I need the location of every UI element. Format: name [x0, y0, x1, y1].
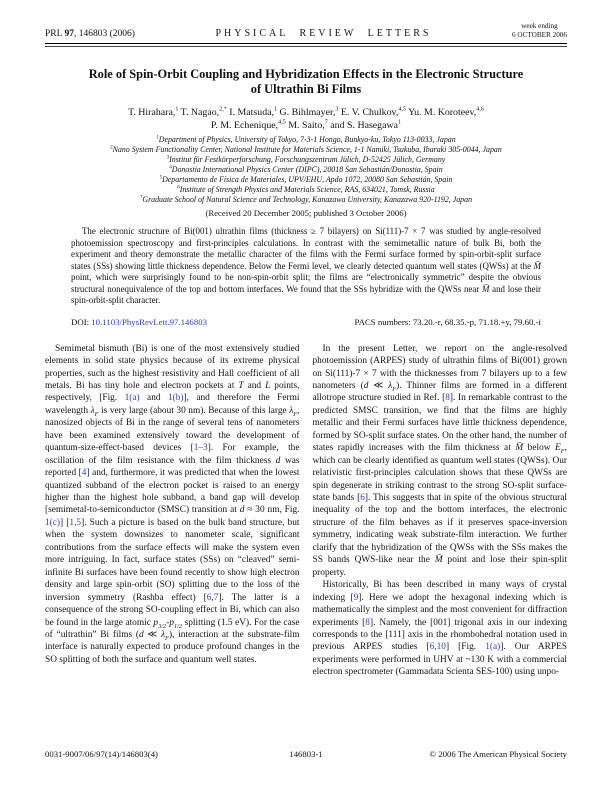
text-run: λ: [289, 405, 294, 416]
affiliation: [45, 165, 567, 175]
text-run: ≈ 30 nm, Fig.: [244, 505, 300, 516]
copyright: © 2006 The American Physical Society: [429, 749, 567, 759]
received-line: (Received 20 December 2005; published 3 October 2006): [205, 208, 407, 219]
text-run: and: [243, 380, 266, 391]
text-run: F: [94, 410, 99, 418]
text-run: d: [239, 505, 245, 516]
journal-header: [45, 22, 567, 40]
paragraph-3: [313, 579, 568, 679]
text-run: Yu. M. Koroteev,: [405, 106, 477, 118]
text-run: ]. Here we adopt the hexagonal indexing which is mathematically the simplest and the most convenient for diffraction experiments [: [312, 592, 567, 628]
text-run: and S. Hasegawa: [327, 119, 399, 131]
text-run: F: [293, 410, 298, 418]
text-run: , nanosized objects of Bi in the range of several tens of nanometers have been examined extensively toward the development of quantum-size-effect-based devices [: [45, 405, 300, 454]
text-run: Historically, Bi has been described in many ways of crystal indexing [: [312, 580, 567, 603]
affiliation: [45, 145, 567, 155]
issue-date-line1: week ending: [521, 22, 558, 30]
header-rule: [45, 43, 567, 47]
issue-date-line2: 6 OCTOBER 2006: [512, 31, 567, 39]
ref-link[interactable]: 1(a): [485, 642, 501, 653]
text-run: -: [166, 617, 170, 628]
text-run: 1: [175, 106, 179, 113]
ref-link[interactable]: 1,5: [69, 517, 82, 528]
ref-link[interactable]: 6,7: [206, 592, 219, 603]
ref-link[interactable]: 4: [81, 468, 87, 479]
text-run: The electronic structure of Bi(001) ultrathin films (thickness ≥ 7 bilayers) on Si(111)-7 × 7 was studied by angle-resolved photoemission spectroscopy and first-principles calculations. In contrast with the semimetallic nature of bulk Bi, both the experiment and theory demonstrate the metallic character of the films with the Fermi surface formed by spin-orbit-split surface states (SSs) showing little thickness dependence. Below the Fermi level, we clearly detected quantum well states (QWSs) at the: [71, 226, 541, 271]
ref-link[interactable]: 6: [360, 493, 365, 504]
text-run: ]. Our ARPES experiments were performed in UHV at ~130 K with a commercial electron spectrometer (Gammadata Scienta SES-100) using unpo-: [312, 642, 567, 678]
text-run: 1: [398, 119, 402, 126]
text-run: λ: [161, 630, 166, 641]
text-run: I. Matsuda,: [226, 106, 274, 118]
text-run: 4: [169, 165, 172, 171]
doi-pacs-row: [71, 317, 541, 327]
text-run: 4,6: [476, 106, 484, 113]
journal-name: PHYSICAL REVIEW LETTERS: [215, 28, 432, 39]
ref-link[interactable]: 8: [365, 617, 370, 628]
text-run: splitting (1.5 eV). For the case of “ultrathin” Bi films (: [45, 617, 300, 641]
text-run: Department of Physics, University of Tokyo, 7-3-1 Hongo, Bunkyo-ku, Tokyo 113-0033, Japan: [158, 134, 456, 144]
text-run: In the present Letter, we report on the angle-resolved photoemission (ARPES) study of ultrathin films of Bi(001) grown on Si(111)-7 × 7 with the thicknesses from 7 bilayers up to a few nanometers (: [312, 343, 567, 391]
text-run: d: [275, 455, 281, 466]
text-run: ), interaction at the substrate-film interface is naturally expected to produce profound changes in the SO splitting of both the surface and quantum well states.: [45, 630, 300, 665]
doi-link[interactable]: 10.1103/PhysRevLett.97.146803: [91, 316, 208, 327]
text-run: 3: [335, 106, 339, 113]
text-run: ] [Fig.: [445, 642, 486, 653]
journal-ref: [45, 29, 135, 40]
text-run: was reported [: [45, 455, 300, 479]
text-run: ], and therefore the Fermi wavelength: [45, 393, 300, 416]
paper-title-line2: of Ultrathin Bi Films: [250, 81, 362, 96]
text-run: Institute of Strength Physics and Materials Science, RAS, 634021, Tomsk, Russia: [179, 185, 435, 195]
text-run: point and lose their spin-split property.: [312, 555, 567, 578]
text-run: 1: [273, 106, 278, 113]
text-run: and lose their spin-orbit-split character.: [71, 283, 542, 306]
text-run: 6: [177, 185, 180, 191]
text-run: F: [560, 448, 565, 456]
doi-label: DOI:: [71, 316, 92, 327]
affiliations: [45, 135, 567, 205]
text-run: G. Bihlmayer,: [277, 106, 336, 118]
issn-code: 0031-9007/06/97(14)/146803(4): [45, 749, 158, 759]
text-run: T: [238, 380, 244, 391]
text-run: F: [165, 634, 169, 642]
text-run: M̄: [434, 555, 443, 566]
text-run: T. Hirahara,: [128, 106, 176, 118]
text-run: E. V. Chulkov,: [338, 106, 399, 118]
text-run: Nano System Functionality Center, National Institute for Materials Science, 1-1 Namiki, Tsukuba, Ibaraki 305-0044, Japan: [112, 144, 502, 154]
ref-link[interactable]: 1(c): [45, 517, 61, 528]
text-run: Semimetal bismuth (Bi) is one of the most extensively studied elements in solid state physics because of its extreme physical properties, such as the highest resistivity and Hall coefficient of all metals. Bi has tiny hole and electron pockets at: [45, 343, 300, 391]
text-run: T. Nagao,: [178, 106, 220, 118]
text-run: p: [153, 617, 159, 628]
right-column: [313, 343, 568, 679]
affiliation: [45, 175, 567, 185]
affiliation: [45, 155, 567, 165]
paper-title: [45, 67, 567, 97]
text-run: 4,5: [278, 119, 286, 126]
text-run: P. M. Echenique,: [210, 119, 279, 131]
text-run: λ: [90, 405, 95, 416]
text-run: p: [169, 617, 174, 628]
text-run: ] [: [60, 517, 70, 528]
text-run: 5: [159, 175, 163, 181]
pacs-numbers: PACS numbers: 73.20.-r, 68.35.-p, 71.18.+y, 79.60.-i: [354, 316, 541, 327]
text-run: PRL: [45, 29, 65, 39]
text-run: ]. In remarkable contrast to the predicted SMSC transition, we find that the films are highly metallic and their Fermi surfaces have little thickness dependence, formed by SO-split surface states. On the other hand, the number of states rapidly increases with the film thickness at: [312, 393, 567, 454]
text-run: ]. For example, the oscillation of the film resistance with the film thickness: [45, 443, 300, 466]
text-run: M̄: [515, 443, 524, 454]
text-run: ≪: [368, 380, 389, 391]
author-line-2: [45, 119, 567, 132]
text-run: 1/2: [173, 622, 183, 630]
text-run: ]. Such a picture is based on the bulk band structure, but when the system downsizes to nanometer scale, significant contributions from the surface effects will make the system even more intriguing. In fact, surface states (SSs) on “cleaved” semi-infinite Bi surfaces have been found recently to show high electron density and large spin-orbit (SO) splitting due to the loss of the inversion symmetry (Rashba effect) [: [45, 517, 300, 603]
text-run: Departamento de Física de Materiales, UPV/EHU, Apdo 1072, 20080 San Sebastián, Spain: [162, 175, 453, 184]
ref-link[interactable]: 1(a): [124, 393, 140, 404]
page-footer: [45, 749, 567, 759]
paper-title-line1: Role of Spin-Orbit Coupling and Hybridization Effects in the Electronic Structure: [88, 66, 524, 81]
text-run: Graduate School of Natural Science and Technology, Kanazawa University, Kanazawa 920-1192, Japan: [142, 195, 473, 205]
text-run: E: [555, 443, 561, 454]
paragraph-2: [313, 343, 568, 580]
text-run: points, respectively, [Fig.: [45, 380, 300, 404]
ref-link[interactable]: 6,10: [429, 642, 446, 653]
text-run: Donostia International Physics Center (DIPC), 20018 San Sebastián/Donostia, Spain: [171, 164, 443, 174]
text-run: M̄: [533, 260, 541, 271]
text-run: 97: [64, 29, 74, 39]
issue-date: [512, 22, 567, 40]
ref-link[interactable]: *: [223, 106, 227, 113]
text-run: 1: [156, 135, 159, 141]
text-run: ). Thinner films are formed in a different allotrope structure studied in Ref. [: [312, 380, 567, 404]
text-run: d: [363, 380, 369, 391]
text-run: ]. Namely, the [001] trigonal axis in our indexing corresponds to the [111] axis in the rhombohedral notation used in previous ARPES studies [: [312, 617, 567, 653]
affiliation: [45, 135, 567, 145]
text-run: ] and, furthermore, it was predicted that when the lowest quantized subband of the electron pocket is raised to an energy higher than the highest hole subband, a band gap will develop [semimetal-to-semiconductor (SMSC) transition at: [45, 468, 300, 516]
affiliation: [45, 195, 567, 205]
text-run: 3: [166, 155, 170, 161]
text-run: 7: [139, 195, 143, 201]
left-column: [45, 343, 300, 679]
abstract: [71, 226, 541, 307]
paragraph-1: [45, 343, 300, 667]
ref-link[interactable]: 9: [353, 592, 359, 603]
text-run: M. Saito,: [285, 119, 325, 131]
text-run: ≪: [143, 630, 161, 641]
text-run: Institut für Festkörperforschung, Forschungszentrum Jülich, D-52425 Jülich, Germany: [169, 154, 446, 164]
affiliation: [45, 185, 567, 195]
text-run: , which can be clearly identified as quantum well states (QWSs). Our relativistic first-principles calculation shows that these QWSs are spin degenerate in striking contrast to the strong SO-split surface-state bands [: [312, 443, 567, 504]
doi: [71, 317, 207, 327]
text-run: 7: [324, 119, 328, 126]
text-run: below: [523, 443, 556, 454]
author-line-1: [45, 106, 567, 119]
ref-link[interactable]: 1–3: [193, 443, 208, 454]
text-run: is very large (about 30 nm). Because of this large: [98, 405, 290, 416]
ref-link[interactable]: 8: [445, 393, 450, 404]
text-run: 4,5: [398, 106, 406, 113]
text-run: ]. This suggests that in spite of the obvious structural inequality of the top and the bottom interfaces, the electronic structure of the film behaves as if it preserves space-inversion symmetry, indicating weak substrate-film interaction. We further clarify that the hybridization of the QWSs with the SSs makes the SS bands QWS-like near the: [312, 493, 567, 566]
text-run: 2,: [219, 106, 224, 113]
text-run: and: [139, 393, 168, 404]
text-run: d: [138, 630, 144, 641]
text-run: λ: [388, 380, 393, 391]
ref-link[interactable]: 1(b): [167, 393, 184, 404]
text-run: point, which were surprisingly found to be non-spin-orbit split; the films are “electronically symmetric” despite the obvious structural nonequivalence of the top and bottom interfaces. We found that the SSs hybridize with the QWSs near: [71, 272, 541, 294]
text-run: 2: [110, 145, 113, 151]
text-run: L: [265, 380, 271, 391]
text-run: , 146803 (2006): [73, 29, 135, 39]
body-columns: [45, 343, 567, 679]
text-run: ]. The latter is a consequence of the strong SO-coupling effect in Bi, which can also be found in the large atomic: [45, 592, 300, 628]
page-number: 146803-1: [289, 749, 323, 759]
text-run: M̄: [482, 283, 490, 294]
text-run: 3/2: [158, 622, 167, 630]
text-run: F: [392, 385, 397, 393]
